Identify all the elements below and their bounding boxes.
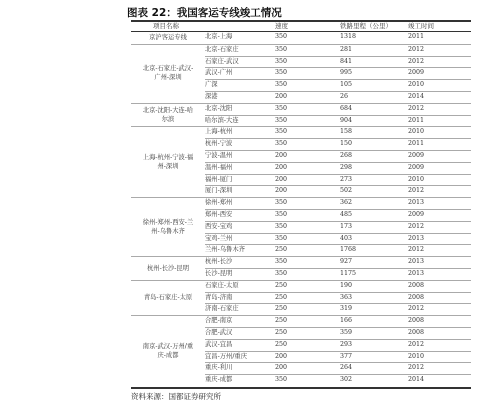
length-cell: 298 — [340, 163, 353, 171]
speed-cell: 250 — [275, 329, 288, 336]
year-cell: 2012 — [408, 305, 425, 313]
table-row — [205, 233, 471, 244]
speed-cell: 350 — [275, 104, 288, 112]
section-cell: 杭州-宁波 — [205, 140, 233, 148]
speed-cell: 350 — [275, 234, 288, 242]
table-row — [205, 56, 471, 67]
year-cell: 2012 — [408, 222, 425, 230]
table-row — [205, 162, 471, 173]
year-cell: 2012 — [408, 45, 425, 53]
year-cell: 2012 — [408, 57, 425, 65]
group-label: 北京-石家庄-武汉- 广州-深圳 — [142, 65, 194, 82]
speed-cell: 200 — [275, 163, 288, 171]
year-cell: 2013 — [408, 199, 425, 207]
table-row — [205, 292, 471, 303]
header-project: 项目名称 — [153, 22, 179, 30]
table-row — [205, 351, 471, 362]
speed-cell: 350 — [275, 116, 288, 124]
header-year: 竣工时间 — [408, 22, 434, 30]
year-cell: 2009 — [408, 69, 425, 77]
table-row — [205, 256, 471, 267]
table-row — [205, 197, 471, 208]
table-row — [205, 244, 471, 255]
table-row — [205, 103, 471, 114]
section-cell: 武汉-广州 — [205, 69, 233, 77]
length-cell: 105 — [340, 81, 353, 89]
speed-cell: 250 — [275, 340, 288, 348]
year-cell: 2008 — [408, 317, 425, 325]
section-cell: 宜昌-万州/重庆 — [205, 352, 248, 360]
table-row — [205, 185, 471, 196]
table-row — [205, 150, 471, 161]
year-cell: 2013 — [408, 270, 425, 277]
year-cell: 2010 — [408, 175, 425, 183]
year-cell: 2011 — [408, 140, 425, 148]
section-cell: 北京-石家庄 — [205, 45, 239, 53]
table-row — [205, 315, 471, 326]
group-label: 徐州-郑州-西安-兰 州-乌鲁木齐 — [142, 218, 194, 235]
speed-cell: 250 — [275, 281, 288, 289]
section-cell: 上海-杭州 — [205, 128, 233, 136]
length-cell: 485 — [340, 211, 353, 218]
year-cell: 2011 — [408, 33, 425, 40]
section-cell: 北京-沈阳 — [205, 104, 233, 112]
speed-cell: 200 — [275, 364, 288, 372]
length-cell: 26 — [340, 93, 349, 100]
group-label: 南京-武汉-万州/重 庆-成都 — [142, 342, 194, 359]
group-divider — [131, 197, 205, 198]
speed-cell: 350 — [275, 199, 288, 207]
length-cell: 166 — [340, 317, 353, 325]
group-divider — [131, 103, 205, 104]
speed-cell: 350 — [275, 128, 288, 136]
section-cell: 济南-石家庄 — [205, 305, 239, 313]
section-cell: 合肥-南京 — [205, 317, 233, 325]
section-cell: 重庆-利川 — [205, 364, 233, 372]
section-cell: 杭州-长沙 — [205, 258, 233, 266]
table-row — [205, 339, 471, 350]
year-cell: 2012 — [408, 340, 425, 348]
section-cell: 福州-厦门 — [205, 175, 233, 183]
year-cell: 2011 — [408, 116, 425, 124]
table-row — [205, 91, 471, 102]
year-cell: 2010 — [408, 81, 425, 89]
section-cell: 徐州-郑州 — [205, 199, 233, 207]
group-label: 青岛-石家庄-太原 — [143, 294, 193, 301]
speed-cell: 200 — [275, 352, 288, 360]
section-cell: 青岛-济南 — [205, 293, 233, 301]
section-cell: 厦门-深圳 — [205, 187, 233, 195]
length-cell: 264 — [340, 364, 353, 372]
speed-cell: 250 — [275, 305, 288, 313]
group-divider — [131, 315, 205, 316]
table-row — [205, 174, 471, 185]
speed-cell: 200 — [275, 152, 288, 159]
length-cell: 158 — [340, 128, 353, 136]
section-cell: 深港 — [205, 93, 218, 100]
length-cell: 377 — [340, 352, 353, 360]
speed-cell: 350 — [275, 222, 288, 230]
speed-cell: 350 — [275, 211, 288, 218]
table-row — [205, 327, 471, 338]
length-cell: 995 — [340, 69, 353, 77]
length-cell: 362 — [340, 199, 353, 207]
section-cell: 武汉-宜昌 — [205, 340, 233, 348]
group-divider — [131, 280, 205, 281]
length-cell: 190 — [340, 281, 353, 289]
table-row — [205, 268, 471, 279]
length-cell: 363 — [340, 293, 353, 301]
length-cell: 841 — [340, 57, 353, 65]
length-cell: 1768 — [340, 246, 357, 254]
year-cell: 2012 — [408, 187, 425, 195]
speed-cell: 350 — [275, 81, 288, 89]
speed-cell: 350 — [275, 258, 288, 266]
year-cell: 2008 — [408, 281, 425, 289]
length-cell: 684 — [340, 104, 353, 112]
speed-cell: 250 — [275, 317, 288, 325]
table-row — [205, 362, 471, 373]
group-label: 上海-杭州-宁波-福 州-深圳 — [142, 153, 194, 170]
group-label: 杭州-长沙-昆明 — [146, 264, 190, 272]
speed-cell: 200 — [275, 93, 288, 100]
table-row — [205, 209, 471, 220]
year-cell: 2014 — [408, 93, 425, 100]
year-cell: 2014 — [408, 376, 425, 384]
section-cell: 合肥-武汉 — [205, 329, 233, 336]
bottom-rule — [131, 387, 471, 389]
year-cell: 2012 — [408, 104, 425, 112]
table-row — [205, 374, 471, 385]
speed-cell: 350 — [275, 33, 288, 40]
length-cell: 502 — [340, 187, 353, 195]
year-cell: 2008 — [408, 293, 425, 301]
source-note: 资料来源：国都证券研究所 — [131, 392, 221, 401]
length-cell: 173 — [340, 222, 353, 230]
section-cell: 重庆-成都 — [205, 376, 233, 384]
length-cell: 268 — [340, 152, 353, 159]
year-cell: 2013 — [408, 234, 425, 242]
speed-cell: 200 — [275, 175, 288, 183]
group-label: 京沪客运专线 — [149, 34, 187, 42]
table-row — [205, 67, 471, 78]
speed-cell: 350 — [275, 45, 288, 53]
length-cell: 273 — [340, 175, 353, 183]
table-row — [205, 79, 471, 90]
year-cell: 2009 — [408, 211, 425, 218]
year-cell: 2013 — [408, 258, 425, 266]
speed-cell: 350 — [275, 270, 288, 277]
table-row — [205, 303, 471, 314]
table-row — [205, 280, 471, 291]
section-cell: 宝鸡-兰州 — [205, 234, 233, 242]
group-label: 北京-沈阳-大连-哈 尔滨 — [142, 106, 194, 123]
length-cell: 150 — [340, 140, 353, 148]
length-cell: 927 — [340, 258, 353, 266]
year-cell: 2012 — [408, 364, 425, 372]
length-cell: 281 — [340, 45, 353, 53]
year-cell: 2009 — [408, 163, 425, 171]
length-cell: 302 — [340, 376, 353, 384]
speed-cell: 350 — [275, 57, 288, 65]
section-cell: 哈尔滨-大连 — [205, 116, 239, 124]
table-row — [205, 115, 471, 126]
section-cell: 温州-福州 — [205, 163, 233, 171]
section-cell: 兰州-乌鲁木齐 — [205, 246, 245, 254]
speed-cell: 350 — [275, 69, 288, 77]
year-cell: 2008 — [408, 329, 425, 336]
section-cell: 宁波-温州 — [205, 152, 233, 159]
speed-cell: 250 — [275, 293, 288, 301]
speed-cell: 350 — [275, 140, 288, 148]
length-cell: 319 — [340, 305, 353, 313]
year-cell: 2012 — [408, 246, 425, 254]
year-cell: 2010 — [408, 352, 425, 360]
table-row — [205, 138, 471, 149]
section-cell: 郑州-西安 — [205, 211, 233, 218]
length-cell: 904 — [340, 116, 353, 124]
table-row — [205, 32, 471, 42]
section-cell: 北京-上海 — [205, 33, 233, 40]
table-row — [205, 126, 471, 137]
header-length: 铁路里程（公里） — [340, 22, 392, 30]
table-row — [205, 221, 471, 232]
year-cell: 2009 — [408, 152, 425, 159]
section-cell: 长沙-昆明 — [205, 270, 233, 277]
section-cell: 石家庄-太原 — [205, 281, 239, 289]
speed-cell: 250 — [275, 246, 288, 254]
group-divider — [131, 126, 205, 127]
length-cell: 359 — [340, 329, 353, 336]
table-row — [205, 44, 471, 55]
section-cell: 石家庄-武汉 — [205, 57, 239, 65]
year-cell: 2010 — [408, 128, 425, 136]
length-cell: 293 — [340, 340, 353, 348]
length-cell: 1175 — [340, 270, 357, 277]
speed-cell: 350 — [275, 376, 288, 384]
section-cell: 西安-宝鸡 — [205, 222, 233, 230]
group-divider — [131, 44, 205, 45]
group-divider — [131, 256, 205, 257]
length-cell: 403 — [340, 234, 353, 242]
table-title: 图表 22：我国客运专线竣工情况 — [127, 7, 282, 19]
header-speed: 速度 — [275, 22, 288, 30]
section-cell: 广深 — [205, 81, 218, 89]
speed-cell: 200 — [275, 187, 288, 195]
length-cell: 1318 — [340, 33, 357, 40]
